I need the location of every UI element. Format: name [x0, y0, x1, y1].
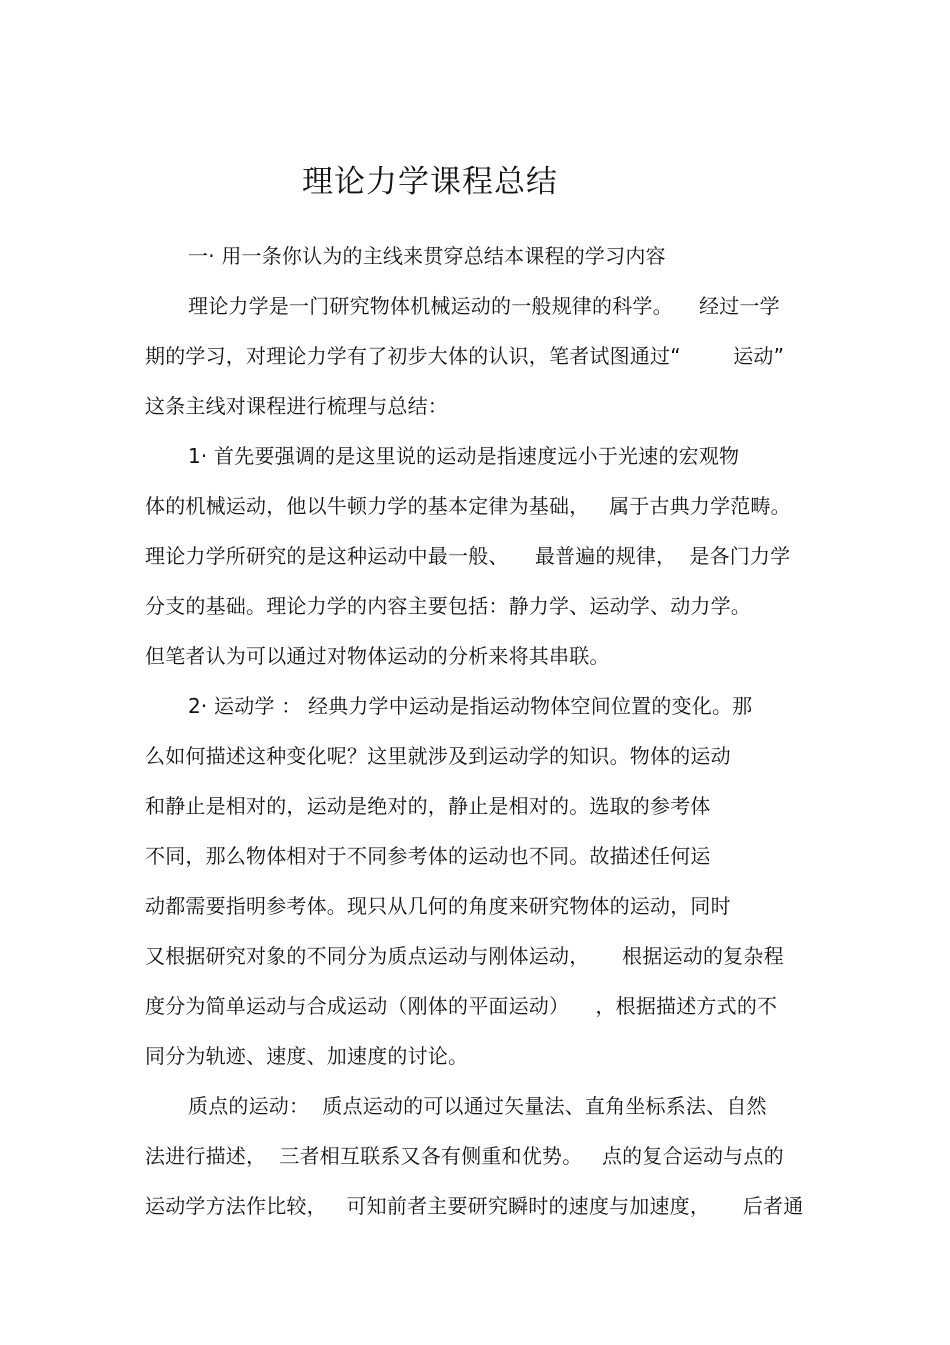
paragraph-line: 这条主线对课程进行梳理与总结：	[145, 394, 448, 418]
paragraph-line: 同分为轨迹、速度、加速度的讨论。	[145, 1044, 469, 1068]
paragraph-line: 又根据研究对象的不同分为质点运动与刚体运动， 根据运动的复杂程	[145, 944, 784, 968]
section-heading-1: 一· 用一条你认为的主线来贯穿总结本课程的学习内容	[188, 244, 666, 268]
paragraph-line: 2· 运动学 ： 经典力学中运动是指运动物体空间位置的变化。那	[188, 694, 753, 718]
paragraph-line: 体的机械运动，他以牛顿力学的基本定律为基础， 属于古典力学范畴。	[145, 494, 791, 518]
document-title: 理论力学课程总结	[302, 164, 558, 200]
paragraph-line: 动都需要指明参考体。现只从几何的角度来研究物体的运动，同时	[145, 894, 731, 918]
paragraph-line: 度分为简单运动与合成运动（刚体的平面运动） ，根据描述方式的不	[145, 994, 778, 1018]
paragraph-line: 质点的运动： 质点运动的可以通过矢量法、直角坐标系法、自然	[188, 1094, 767, 1118]
paragraph-line: 但笔者认为可以通过对物体运动的分析来将其串联。	[145, 644, 610, 668]
paragraph-line: 和静止是相对的，运动是绝对的，静止是相对的。选取的参考体	[145, 794, 711, 818]
paragraph-line: 理论力学所研究的是这种运动中最一般、 最普遍的规律， 是各门力学	[145, 544, 791, 568]
paragraph-line: 运动学方法作比较， 可知前者主要研究瞬时的速度与加速度， 后者通	[145, 1194, 804, 1218]
paragraph-line: 法进行描述， 三者相互联系又各有侧重和优势。 点的复合运动与点的	[145, 1144, 784, 1168]
paragraph-line: 么如何描述这种变化呢？这里就涉及到运动学的知识。物体的运动	[145, 744, 731, 768]
paragraph-line: 理论力学是一门研究物体机械运动的一般规律的科学。 经过一学	[188, 294, 780, 318]
paragraph-line: 分支的基础。理论力学的内容主要包括：静力学、运动学、动力学。	[145, 594, 751, 618]
paragraph-line: 1· 首先要强调的是这里说的运动是指速度远小于光速的宏观物	[188, 444, 740, 468]
paragraph-line: 不同，那么物体相对于不同参考体的运动也不同。故描述任何运	[145, 844, 711, 868]
paragraph-line: 期的学习，对理论力学有了初步大体的认识，笔者试图通过“ 运动”	[145, 344, 785, 368]
